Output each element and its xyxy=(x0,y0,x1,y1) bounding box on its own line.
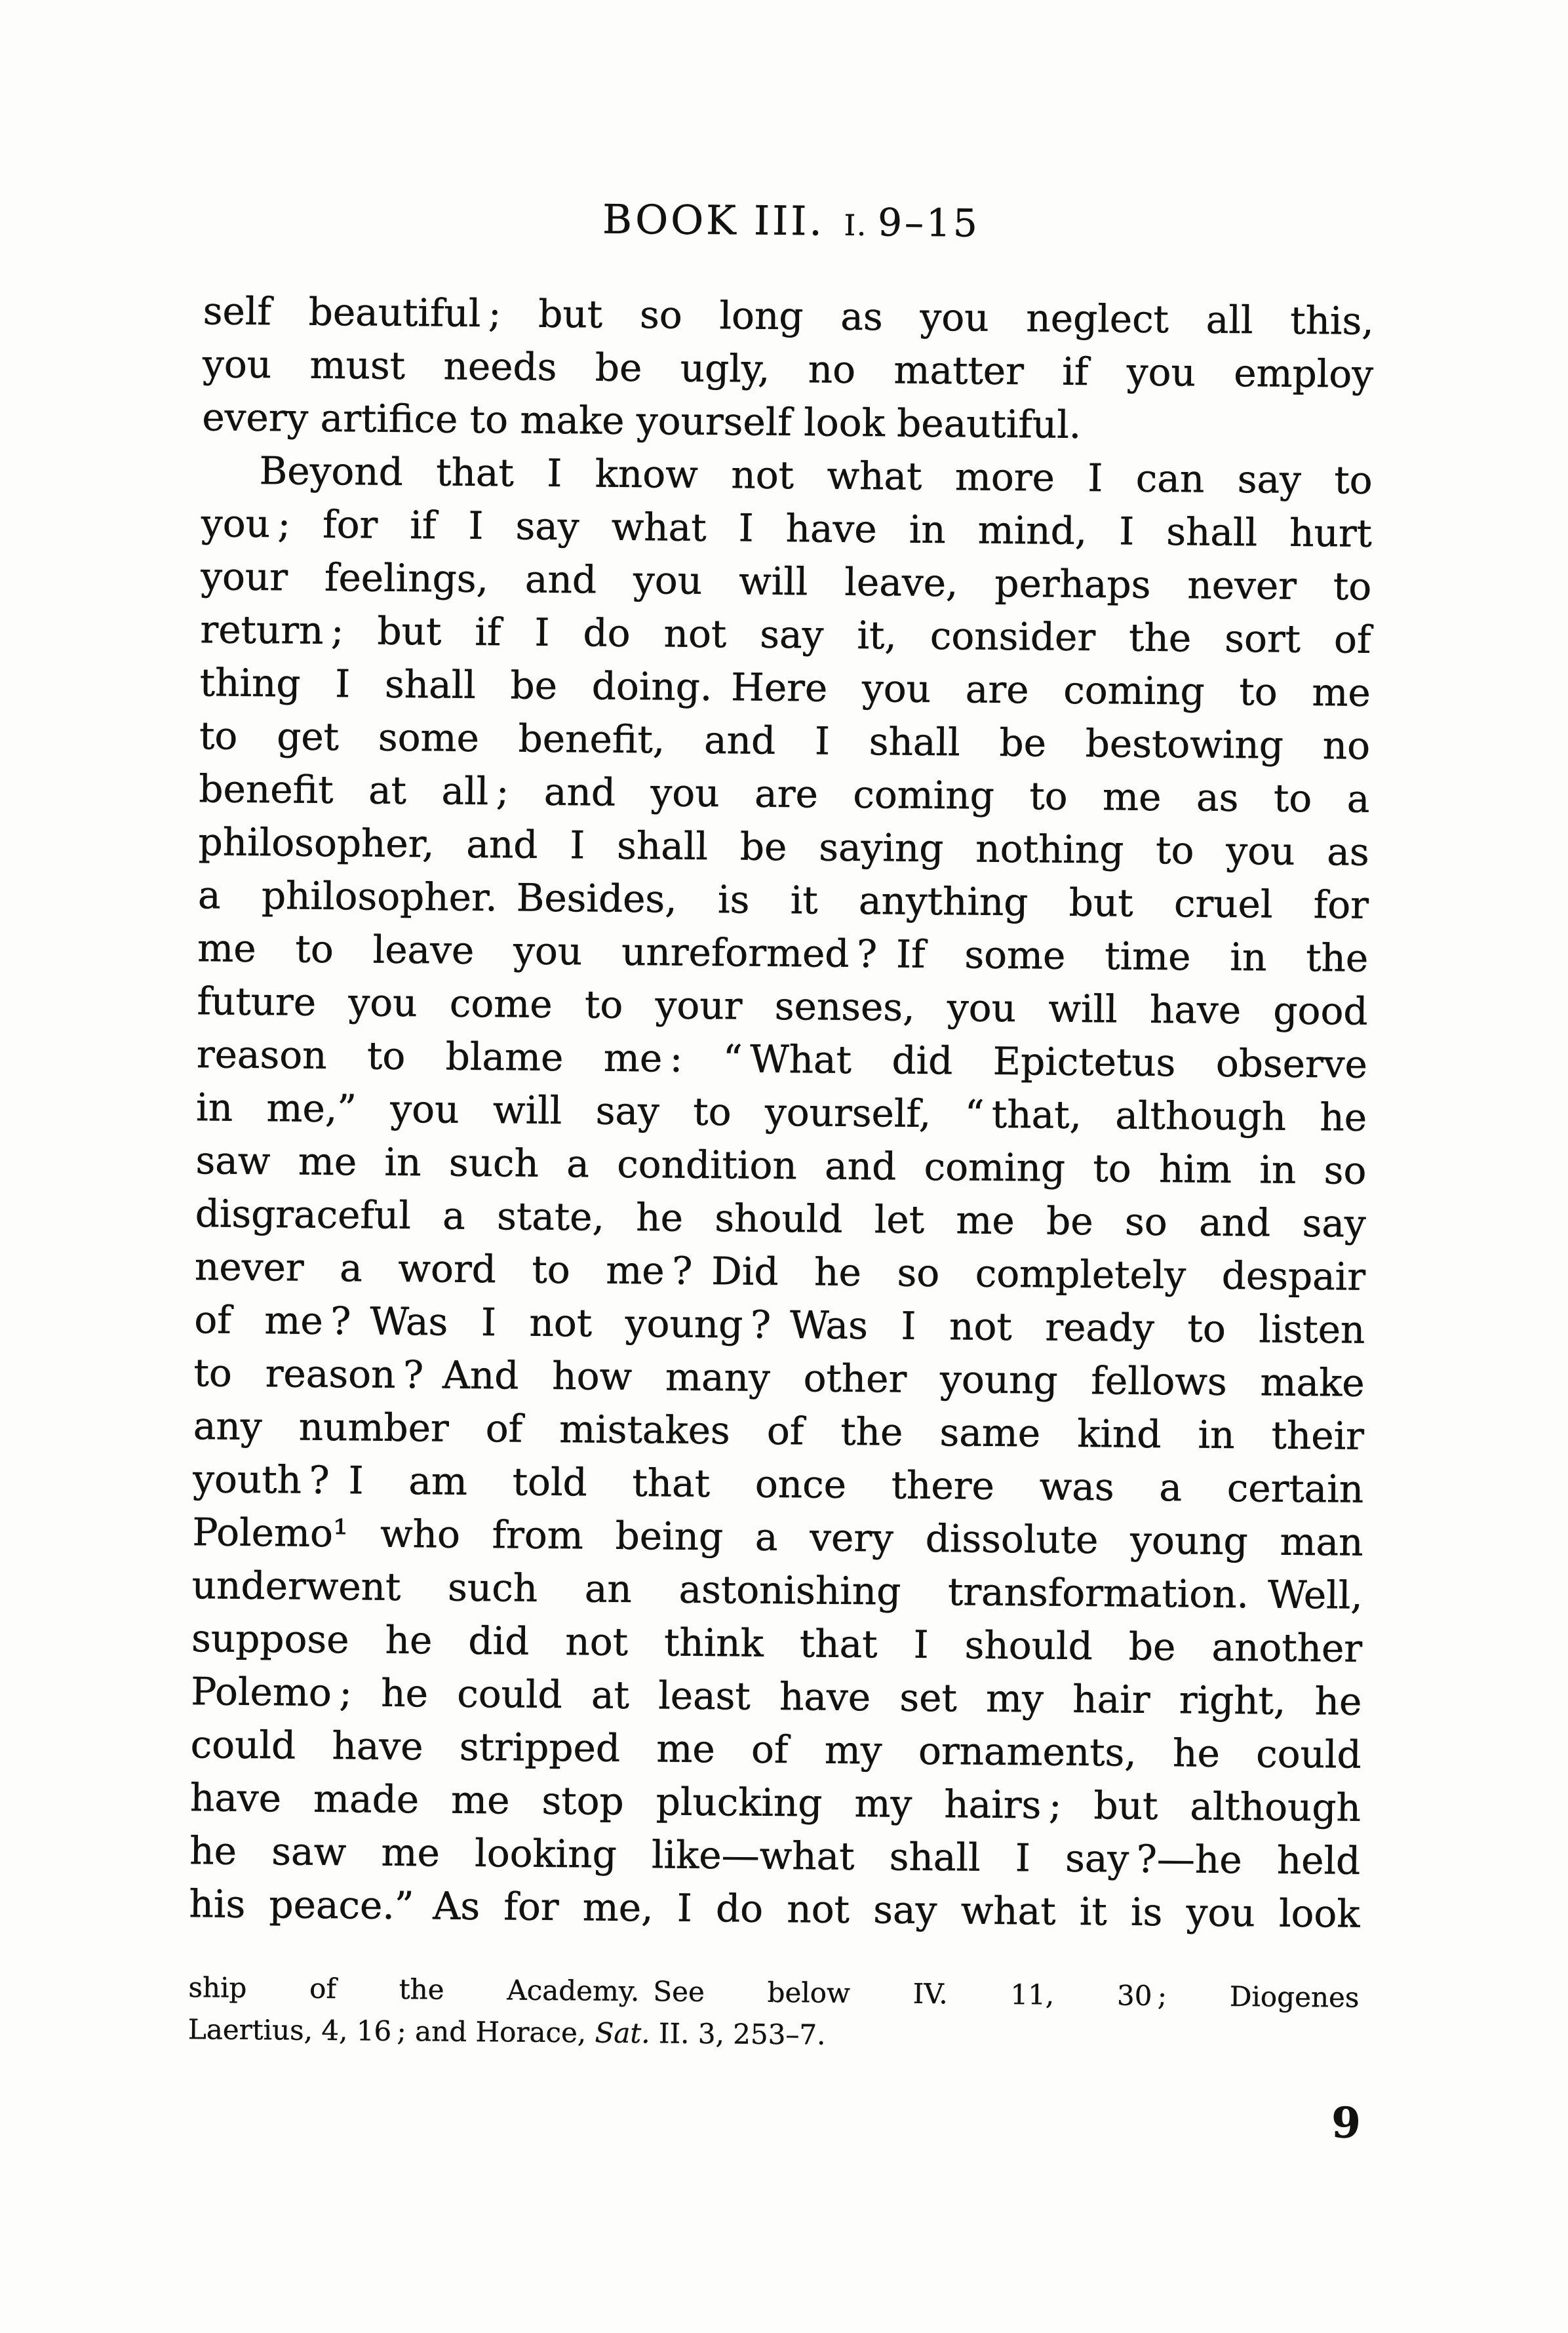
text-segment: underwent such an astonishing transformation. Well, xyxy=(191,1563,1363,1618)
text-segment: disgraceful a state, he should let me be so and say xyxy=(195,1191,1367,1246)
text-line xyxy=(193,1400,1365,1463)
text-segment: his peace.” As for me, I do not say what it is you look xyxy=(189,1881,1360,1936)
running-head-range: 9–15 xyxy=(877,200,981,246)
text-line xyxy=(202,391,1373,454)
text-segment: me to leave you unreformed ? If some time in the xyxy=(197,926,1369,981)
text-line xyxy=(200,603,1371,667)
text-segment: future you come to your senses, you will have good xyxy=(197,979,1368,1034)
text-line xyxy=(189,1877,1360,1941)
text-segment: benefit at all ; and you are coming to me as to a xyxy=(199,766,1370,821)
text-line xyxy=(203,284,1374,348)
text-line xyxy=(196,1081,1367,1145)
text-segment: in me,” you will say to yourself, “ that, although he xyxy=(195,1085,1367,1140)
text-line xyxy=(189,1824,1361,1888)
text-line xyxy=(194,1293,1365,1357)
text-segment: youth ? I am told that once there was a certain xyxy=(192,1457,1364,1512)
text-line xyxy=(201,550,1372,614)
text-segment: you must needs be ugly, no matter if you employ xyxy=(202,342,1374,397)
text-segment: reason to blame me : “ What did Epictetus observe xyxy=(196,1032,1368,1087)
page-number: 9 xyxy=(1331,2098,1362,2148)
text-segment: your feelings, and you will leave, perhaps never to xyxy=(200,554,1372,609)
text-segment: of me ? Was I not young ? Was I not ready to listen xyxy=(194,1297,1365,1352)
text-line xyxy=(195,1134,1367,1198)
text-segment: to get some benefit, and I shall be bestowing no xyxy=(199,713,1371,768)
text-line xyxy=(199,656,1371,720)
text-line xyxy=(191,1559,1363,1622)
text-line xyxy=(201,497,1373,560)
text-segment: Polemo¹ who from being a very dissolute young man xyxy=(192,1510,1363,1565)
text-line xyxy=(195,1187,1366,1251)
text-segment: suppose he did not think that I should be another xyxy=(191,1616,1363,1671)
text-line xyxy=(191,1665,1362,1729)
text-segment: self beautiful ; but so long as you neglect all this, xyxy=(203,288,1375,343)
text-segment: could have stripped me of my ornaments, he could xyxy=(190,1722,1362,1777)
text-segment: Beyond that I know not what more I can say to xyxy=(259,448,1373,503)
text-segment: Laertius, 4, 16 ; and Horace, xyxy=(187,2013,595,2049)
text-line xyxy=(191,1612,1363,1676)
text-segment: never a word to me ? Did he so completely despair xyxy=(194,1244,1366,1299)
text-line xyxy=(195,1240,1366,1304)
italic-text-segment: Sat. xyxy=(595,2016,650,2050)
text-line xyxy=(197,975,1368,1038)
text-segment: saw me in such a condition and coming to him in so xyxy=(195,1138,1367,1193)
text-segment: any number of mistakes of the same kind in their xyxy=(193,1403,1365,1459)
text-line xyxy=(197,1028,1368,1091)
text-line xyxy=(198,815,1369,879)
text-line xyxy=(190,1718,1362,1782)
text-line xyxy=(203,338,1374,401)
text-segment: every artifice to make yourself look beautiful. xyxy=(202,395,1082,447)
text-line xyxy=(193,1453,1364,1516)
text-segment: a philosopher. Besides, is it anything but cruel for xyxy=(197,872,1369,928)
text-line xyxy=(190,1771,1362,1835)
text-segment: to reason ? And how many other young fellows make xyxy=(193,1350,1365,1405)
text-segment: you ; for if I say what I have in mind, I shall hurt xyxy=(201,501,1373,556)
text-segment: thing I shall be doing. Here you are coming to me xyxy=(199,660,1371,715)
text-line xyxy=(198,869,1369,932)
text-segment: Polemo ; he could at least have set my hair right, he xyxy=(191,1669,1362,1724)
text-segment: have made me stop plucking my hairs ; but although xyxy=(189,1775,1362,1830)
text-segment: ship of the Academy. See below IV. 11, 30 ; Diogenes xyxy=(188,1971,1360,2014)
footnote xyxy=(188,1967,1360,2061)
running-head-book: BOOK III. xyxy=(602,196,825,245)
text-line xyxy=(193,1346,1365,1410)
text-line xyxy=(199,709,1371,773)
text-segment: philosopher, and I shall be saying nothing to you as xyxy=(198,819,1369,874)
text-segment: he saw me looking like—what shall I say ?—he held xyxy=(189,1828,1361,1883)
text-line xyxy=(201,444,1373,507)
running-head-chapter: I. xyxy=(844,208,868,243)
text-segment: II. 3, 253–7. xyxy=(650,2017,826,2051)
running-head xyxy=(7,191,1568,252)
text-line xyxy=(197,922,1369,985)
text-line xyxy=(192,1506,1363,1569)
text-line xyxy=(199,762,1370,826)
text-segment: return ; but if I do not say it, consider the sort of xyxy=(200,607,1371,662)
body-text xyxy=(189,284,1374,1940)
